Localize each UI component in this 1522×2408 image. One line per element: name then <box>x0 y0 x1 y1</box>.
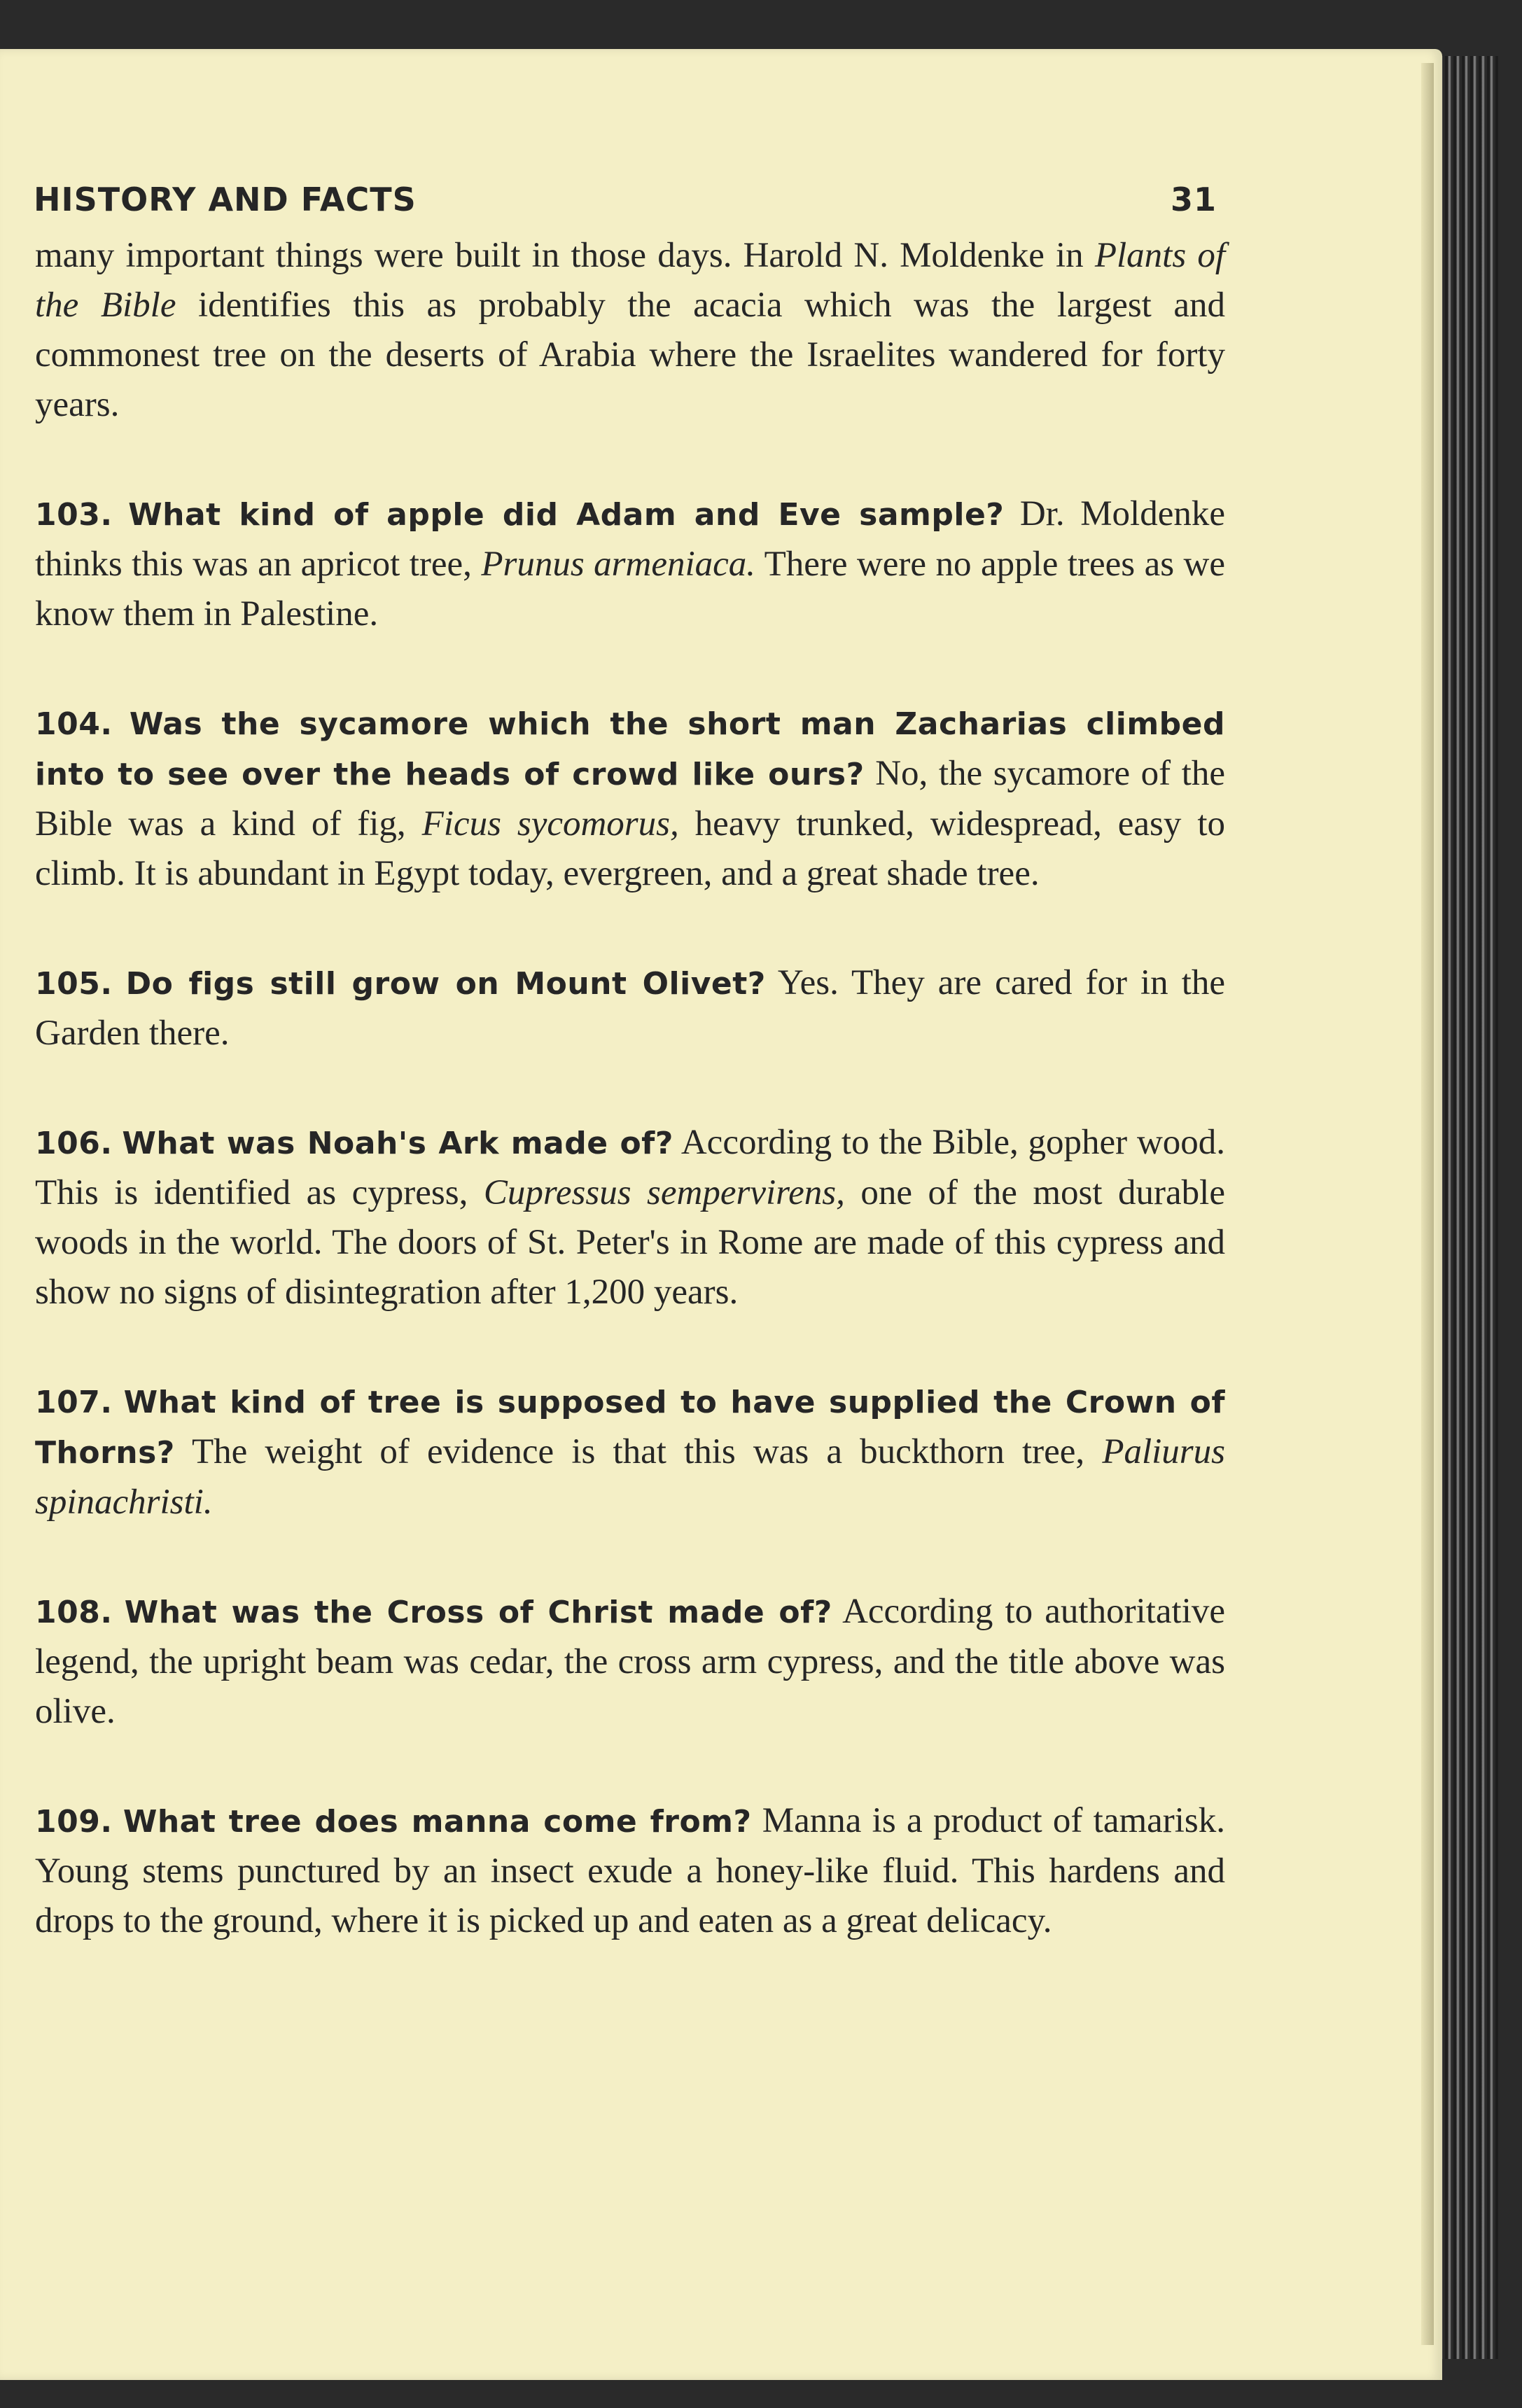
entry-answer: No, the sycamore of the Bible was a kind of fig, <box>35 754 1225 844</box>
entry-answer: According to the Bible, gopher wood. This is identified as cypress, <box>35 1123 1226 1212</box>
entry-answer: Yes. They are cared for in the Garden there. <box>35 963 1226 1053</box>
entry-104 <box>35 699 1225 899</box>
entry-number: 109. <box>35 1804 113 1840</box>
entry-number: 104. <box>35 706 113 742</box>
entry-answer: Manna is a product of tamarisk. Young stems punctured by an insect exude a honey-like fluid. This hardens and drops to the ground, where it is picked up and eaten as a great delicacy. <box>35 1801 1226 1940</box>
page-gutter-shadow <box>1421 63 1434 2345</box>
entry-number: 108. <box>35 1595 113 1630</box>
entry-question: What kind of apple did Adam and Eve sample? <box>128 497 1005 533</box>
entry-latin-name: Ficus sycomorus, <box>421 804 679 844</box>
entry-question: What tree does manna come from? <box>123 1804 752 1840</box>
book-title: Plants of the Bible <box>35 236 1225 325</box>
entry-106 <box>35 1118 1225 1317</box>
entry-latin-name: Paliurus spinachristi. <box>35 1432 1225 1522</box>
entry-question: Was the sycamore which the short man Zacharias climbed into to see over the heads of crowd like ours? <box>35 706 1226 792</box>
page-number: 31 <box>1170 181 1217 218</box>
opening-paragraph <box>35 231 1225 430</box>
entry-answer: The weight of evidence is that this was a buckthorn tree, <box>174 1432 1103 1471</box>
entry-number: 106. <box>35 1126 113 1161</box>
entry-question: What was the Cross of Christ made of? <box>124 1595 832 1630</box>
entry-latin-name: Cupressus sempervirens, <box>483 1173 845 1212</box>
opening-text-b: identifies this as probably the acacia which was the largest and commonest tree on the deserts of Arabia where the Israelites wandered for forty years. <box>35 286 1226 424</box>
entry-number: 105. <box>35 966 113 1002</box>
entry-question: What was Noah's Ark made of? <box>122 1126 673 1161</box>
entry-108 <box>35 1587 1225 1737</box>
entry-answer: According to authoritative legend, the upright beam was cedar, the cross arm cypress, and the title above was olive. <box>35 1592 1226 1731</box>
entry-number: 107. <box>35 1385 113 1420</box>
running-head <box>34 181 1217 223</box>
opening-text-a: many important things were built in those days. Harold N. Moldenke in <box>35 236 1095 275</box>
entry-answer-cont: one of the most durable woods in the world. The doors of St. Peter's in Rome are made of this cypress and show no signs of disintegration after 1,200 years. <box>35 1173 1225 1312</box>
entry-latin-name: Prunus armeniaca. <box>481 545 756 584</box>
running-head-title: HISTORY AND FACTS <box>34 181 417 218</box>
entry-107 <box>35 1377 1225 1527</box>
entry-answer: Dr. Moldenke thinks this was an apricot tree, <box>35 494 1225 584</box>
entry-105 <box>35 958 1225 1058</box>
page-body <box>35 231 1225 2005</box>
entry-103 <box>35 489 1225 639</box>
entry-109 <box>35 1796 1225 1946</box>
entry-answer-cont: There were no apple trees as we know them in Palestine. <box>35 545 1226 634</box>
entry-number: 103. <box>35 497 113 533</box>
entry-answer-cont: heavy trunked, widespread, easy to climb. It is abundant in Egypt today, evergreen, and a great shade tree. <box>35 804 1226 893</box>
entry-question: Do figs still grow on Mount Olivet? <box>125 966 766 1002</box>
entry-question: What kind of tree is supposed to have supplied the Crown of Thorns? <box>35 1385 1226 1471</box>
